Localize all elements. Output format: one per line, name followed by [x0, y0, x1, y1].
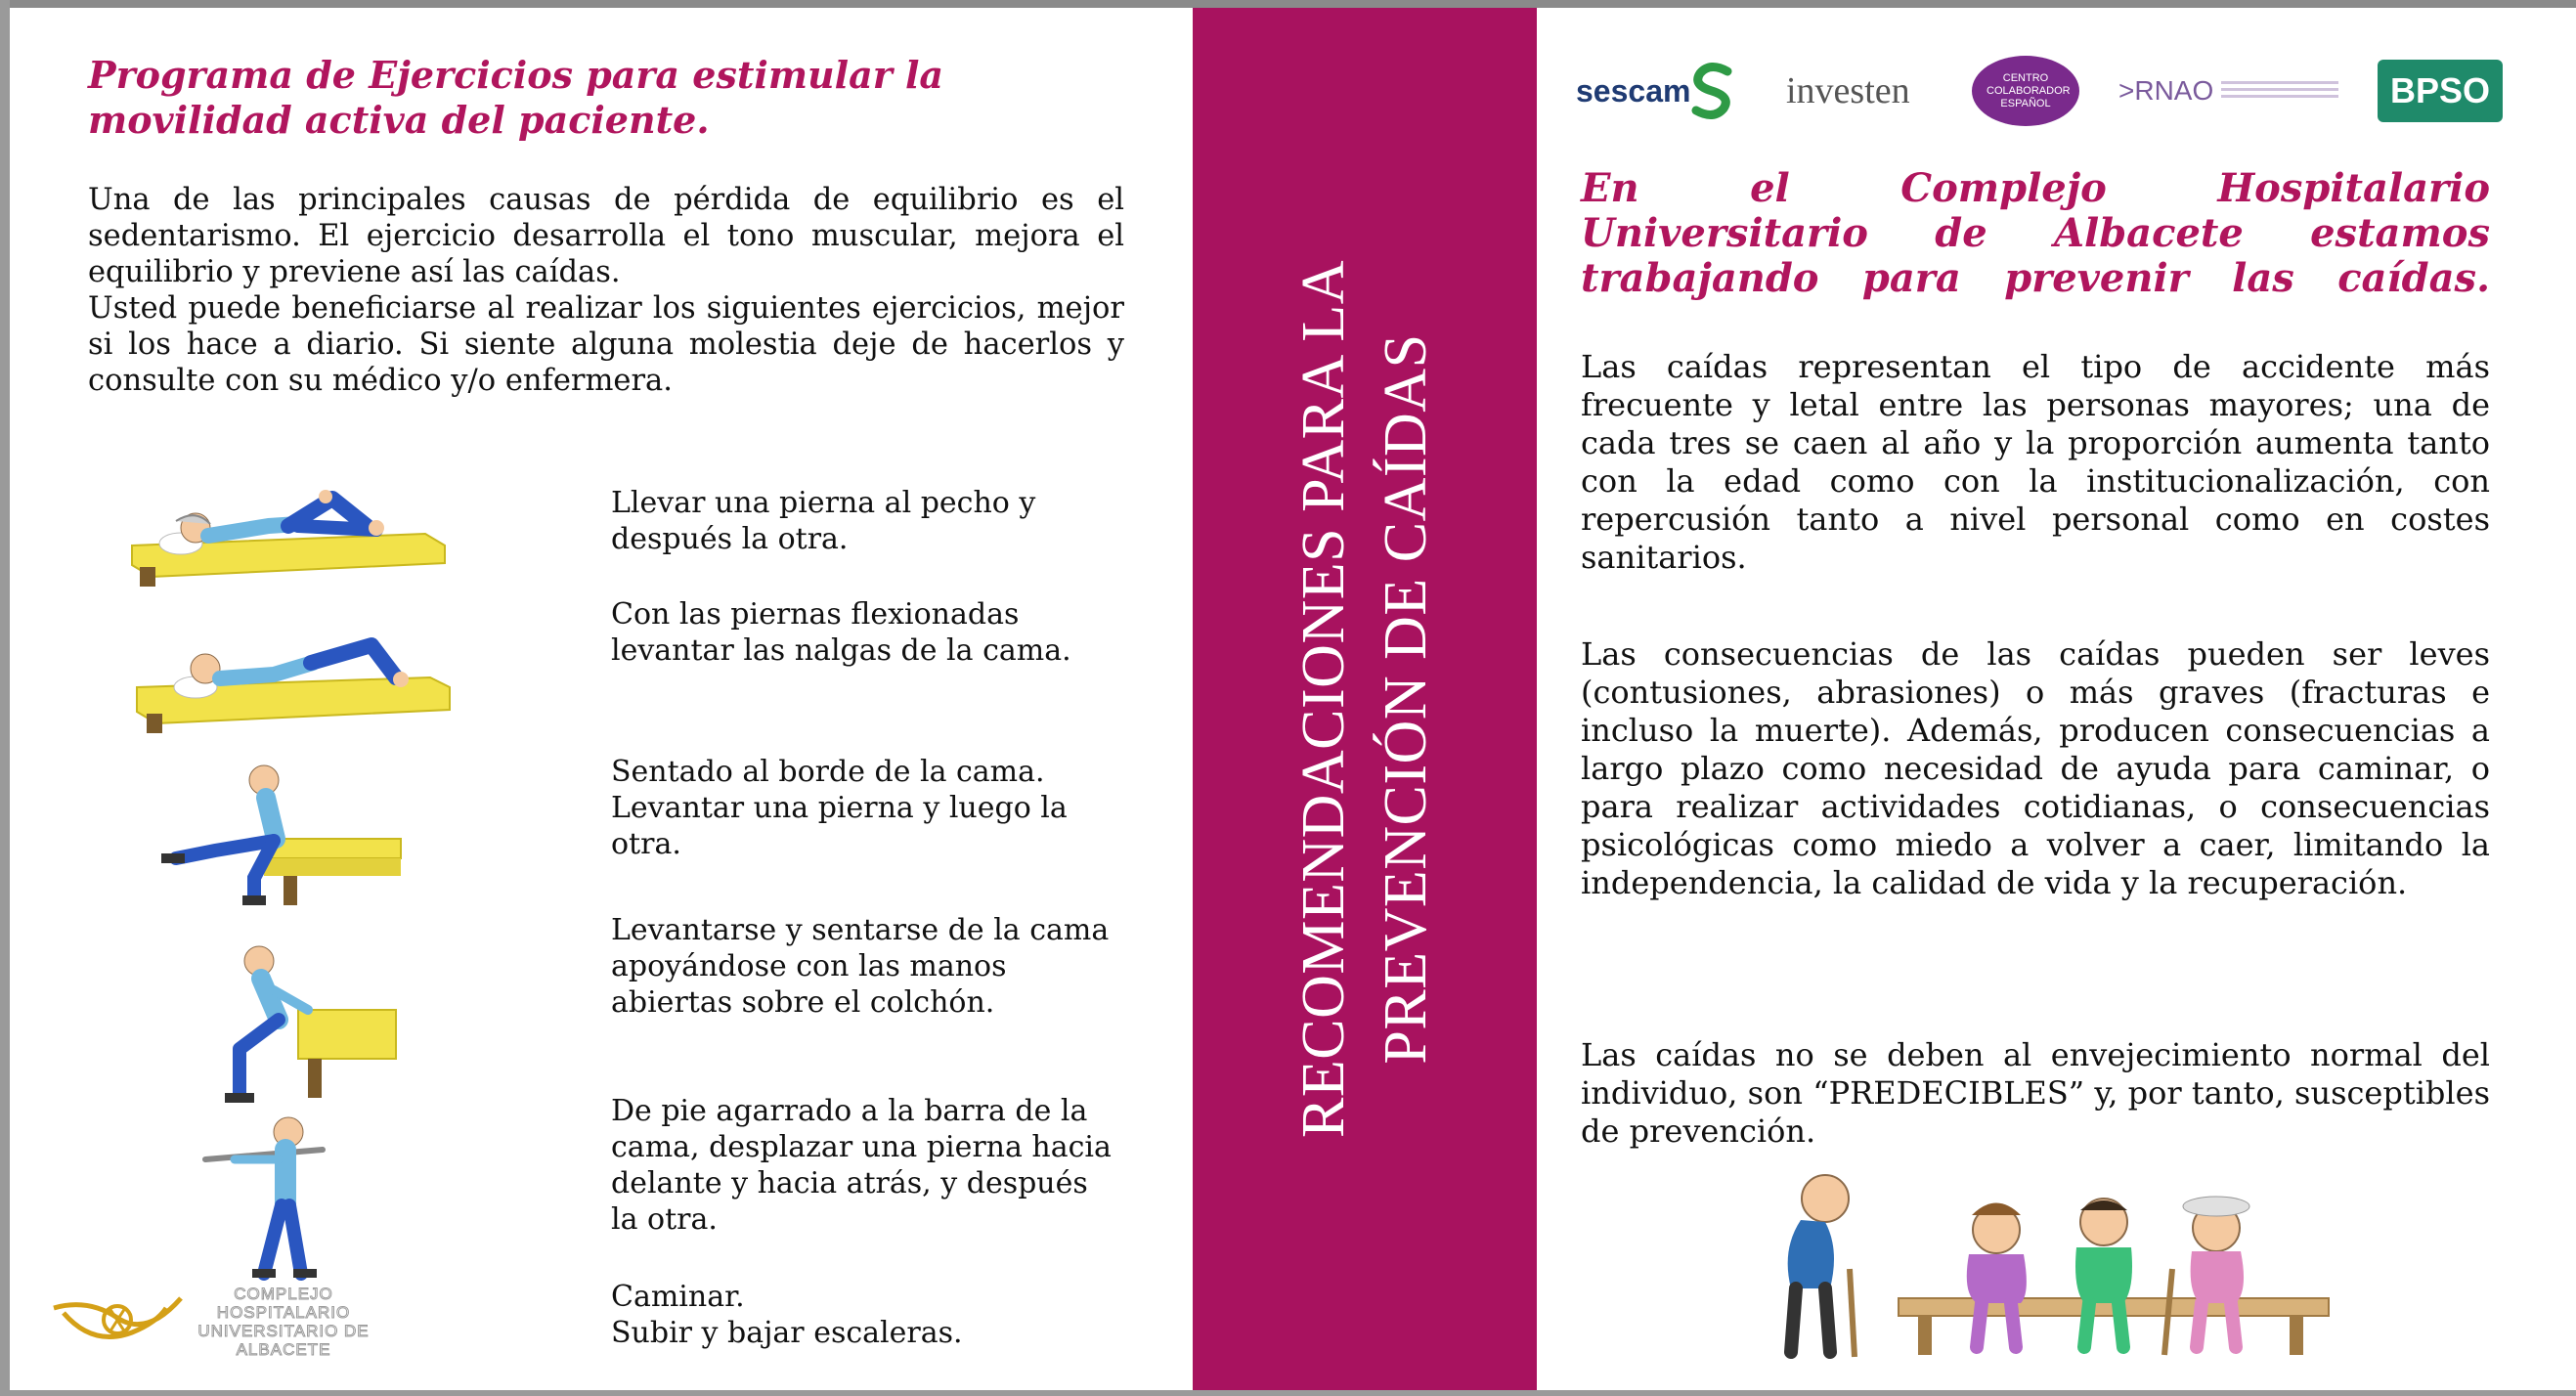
falls-statistics-paragraph: Las caídas representan el tipo de accidente más frecuente y letal entre las personas mayores; una de cada tres se caen al año y la proporción aumenta tanto con la edad como con la institucionalización, con repercusión tanto a nivel personal como en costes sanitarios.: [1581, 348, 2490, 576]
information-panel: [1537, 8, 2573, 1390]
hospital-heading: En el Complejo Hospitalario Universitario de Albacete estamos trabajando para prevenir las caídas.: [1581, 165, 2490, 301]
exercise-2-illustration: [127, 633, 459, 741]
intro-paragraph-2: Usted puede beneficiarse al realizar los siguientes ejercicios, mejor si los hace a diario. Si siente alguna molestia deje de hacerlos y consulte con su médico y/o enfermera.: [88, 291, 1124, 398]
seniors-illustration: [1713, 1161, 2338, 1367]
exercise-1-text: Llevar una pierna al pecho y después la otra.: [611, 486, 1036, 556]
title-band: [1193, 8, 1537, 1390]
sescam-s-icon: [1690, 62, 1735, 120]
falls-consequences-paragraph: Las consecuencias de las caídas pueden ser leves (contusiones, abrasiones) o más graves (fracturas e incluso la muerte). Además, producen consecuencias a largo plazo como necesidad de ayuda para caminar, o para realizar actividades cotidianas, o consecuencias psicológicas como miedo a volver a caer, limitando la independencia, la calidad de vida y la recuperación.: [1581, 635, 2490, 901]
band-title-line-2: PREVENCIÓN DE CAÍDAS: [1373, 333, 1439, 1065]
exercise-5-illustration: [196, 1112, 371, 1284]
hospital-logo-text: COMPLEJO HOSPITALARIO UNIVERSITARIO DE ALBACETE: [197, 1285, 370, 1359]
exercise-panel: [10, 8, 1193, 1390]
exercise-3-illustration: [156, 761, 411, 907]
intro-paragraph-1: Una de las principales causas de pérdida de equilibrio es el sedentarismo. El ejercicio desarrolla el tono muscular, mejora el equilibrio y previene así las caídas.: [88, 183, 1124, 289]
band-title-line-1: RECOMENDACIONES PARA LA: [1290, 260, 1357, 1138]
hospital-emblem-icon: [49, 1279, 186, 1357]
intro-text: [88, 182, 1124, 399]
exercise-1-illustration: [122, 487, 455, 594]
exercise-6-text: Caminar.: [611, 1280, 745, 1314]
investen-logo: investen: [1786, 70, 1910, 111]
exercise-5-text: De pie agarrado a la barra de la cama, desplazar una pierna hacia delante y hacia atrás, y después la otra.: [611, 1094, 1112, 1237]
exercise-7-text: Subir y bajar escaleras.: [611, 1316, 963, 1350]
frame-left-border: [0, 0, 10, 1396]
rnao-logo: >RNAO: [2118, 47, 2353, 135]
hospital-logo: [49, 1279, 370, 1376]
falls-prevention-paragraph: Las caídas no se deben al envejecimiento normal del individuo, son “PREDECIBLES” y, por tanto, susceptibles de prevención.: [1581, 1036, 2490, 1150]
bpso-logo: BPSO: [2378, 47, 2514, 135]
program-title: Programa de Ejercicios para estimular la movilidad activa del paciente.: [88, 53, 944, 142]
sescam-logo: sescam: [1576, 47, 1752, 135]
exercise-2-text: Con las piernas flexionadas levantar las nalgas de la cama.: [611, 597, 1071, 668]
exercise-4-illustration: [200, 941, 406, 1108]
band-title: [1283, 210, 1447, 1188]
frame-top-border: [0, 0, 2576, 8]
exercise-3-text: Sentado al borde de la cama. Levantar una pierna y luego la otra.: [611, 755, 1068, 861]
frame-bottom-border: [0, 1390, 2576, 1396]
ceceee-logo: CENTRO COLABORADOR ESPAÑOL: [1972, 47, 2089, 135]
partner-logos: [1576, 47, 2514, 135]
exercise-4-text: Levantarse y sentarse de la cama apoyándose con las manos abiertas sobre el colchón.: [611, 913, 1110, 1020]
